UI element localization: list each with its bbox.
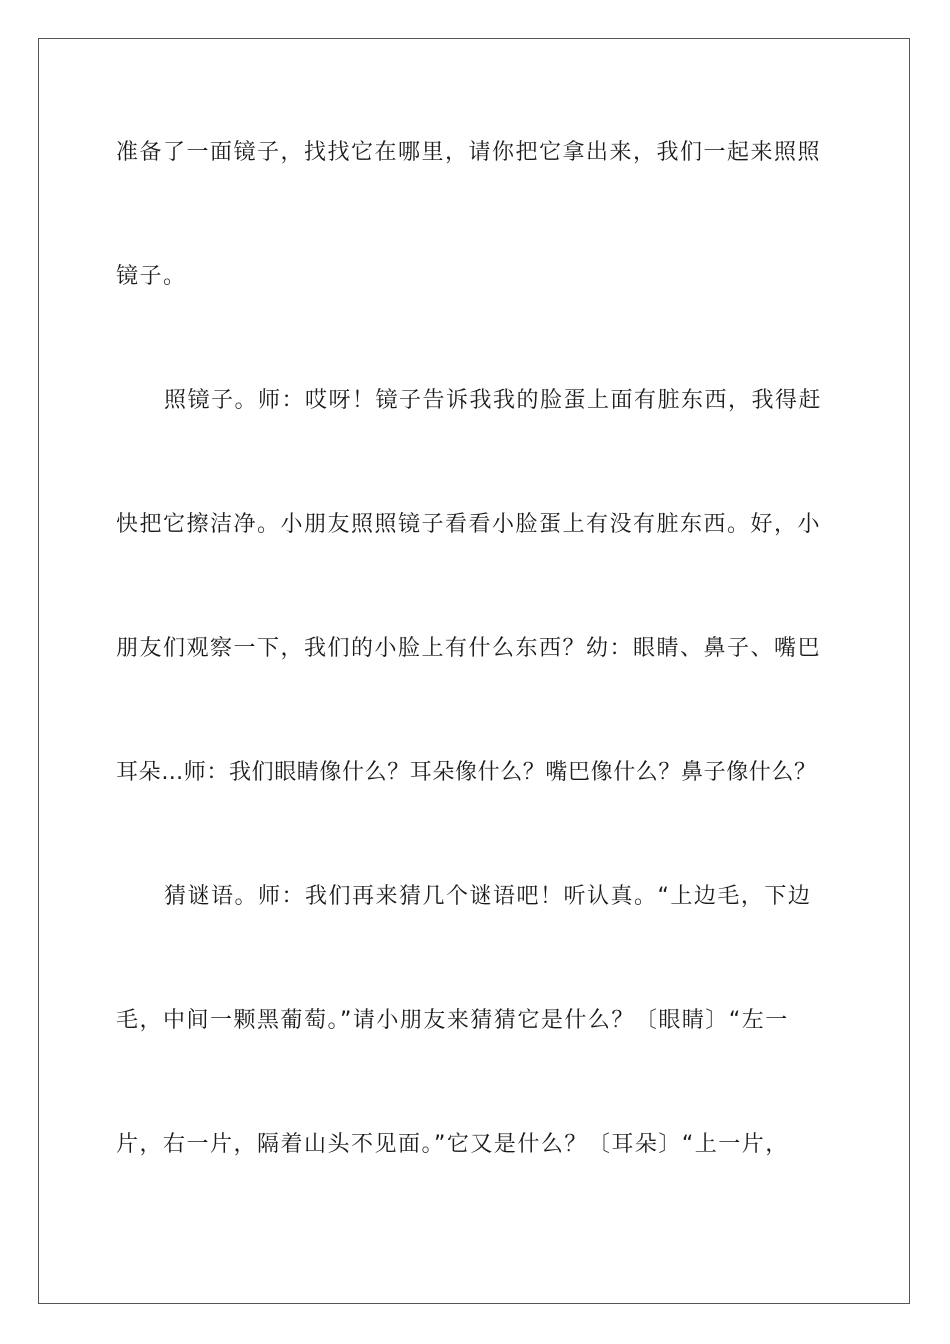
paragraph-first-line: 猜谜语。师：我们再来猜几个谜语吧！听认真。“上边毛，下边: [164, 884, 812, 909]
paragraph-first-line: 照镜子。师：哎呀！镜子告诉我我的脸蛋上面有脏东西，我得赶: [164, 388, 823, 413]
text-line: 快把它擦洁净。小朋友照照镜子看看小脸蛋上有没有脏东西。好，小: [116, 512, 822, 537]
text-line: 镜子。: [116, 264, 187, 289]
text-line: 毛，中间一颗黑葡萄。”请小朋友来猜猜它是什么？〔眼睛〕“左一: [116, 1008, 789, 1033]
text-line: 片，右一片，隔着山头不见面。”它又是什么？〔耳朵〕“上一片，: [116, 1132, 789, 1157]
text-line: 朋友们观察一下，我们的小脸上有什么东西？幼：眼睛、鼻子、嘴巴: [116, 636, 822, 661]
text-line: 准备了一面镜子，找找它在哪里，请你把它拿出来，我们一起来照照: [116, 140, 822, 165]
page-border: [38, 38, 910, 1304]
text-line: 耳朵…师：我们眼睛像什么？耳朵像什么？嘴巴像什么？鼻子像什么？: [116, 760, 817, 785]
